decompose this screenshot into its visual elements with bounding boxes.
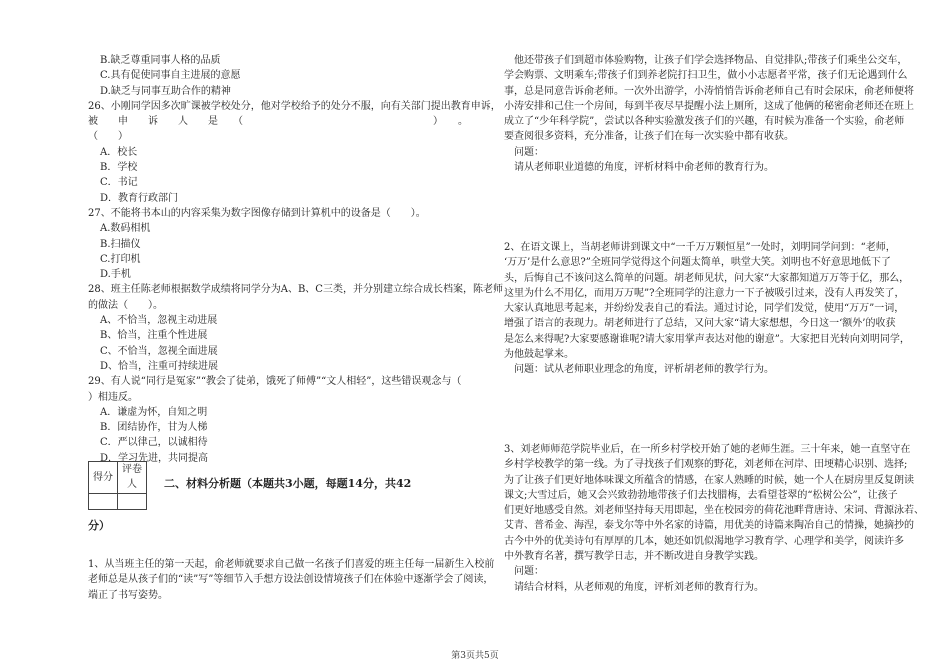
grader-label: 评卷人 <box>118 462 147 494</box>
q26-option-b: B．学校 <box>100 162 138 174</box>
score-box <box>88 461 147 510</box>
q29-option-d: D．学习先进，共同提高 <box>100 452 209 464</box>
q28-option-a: A、不恰当，忽视主动进展 <box>100 315 218 327</box>
material-3: 3、刘老师师范学院毕业后，在一所乡村学校开始了她的老师生涯。三十年来，她一直坚守在 乡村学校教学的第一线。为了寻找孩子们观察的野花，刘老师在河岸、田埂精心识别、选择; 为了让孩子们更好地体味课文所蕴含的情感，在家人熟睡的时候，她一个人在厨房里反复朗读 课文;大雪过后，她又会兴致勃勃地带孩子们去找腊梅，去看望苍翠的“松树公公”，让孩子 们更好地感受自然。刘老师坚持每天用即起，坐在校园旁的荷花池畔背唐诗、宋词、背源泳若、 艾青、普希金、海涅，泰戈尔等中外名家的诗篇，用优美的诗篇来陶冶自己的情操，她摘抄的 古今中外的优美诗句有厚厚的几本，她还如饥似渴地学习教育学、心理学和美学，阅读许多 中外教育名著，撰写教学日志，并不断改进自身教学实践。 问题： 请结合材料，从老师观的角度，评析刘老师的教育行为。 <box>504 442 882 595</box>
m1-question: 请从老师职业道德的角度，评析材料中俞老师的教育行为。 <box>514 162 774 174</box>
m1-question-label: 问题： <box>514 146 544 158</box>
q29-stem: 29、有人说“同行是冤家”“教会了徒弟，饿死了师傅”“文人相轻”，这些错误观念与（ ）相违反。 <box>88 376 462 403</box>
q26-option-a: A．校长 <box>100 146 138 158</box>
m3-question: 请结合材料，从老师观的角度，评析刘老师的教育行为。 <box>514 581 764 593</box>
q29-option-b: B．团结协作，甘为人梯 <box>100 422 208 434</box>
q28-stem: 28、班主任陈老师根据数学成绩将同学分为A、B、C三类，并分别建立综合成长档案，陈老师 的做法（ ）。 <box>88 284 503 311</box>
m2-question: 问题：试从老师职业理念的角度，评析胡老师的教学行为。 <box>514 364 774 376</box>
q27-stem: 27、不能将书本山的内容采集为数字图像存储到计算机中的设备是（ ）。 <box>88 207 426 219</box>
q26-option-d: D．教育行政部门 <box>100 192 179 204</box>
q26-stem: 26、小刚同学因多次旷课被学校处分，他对学校给予的处分不服，向有关部门提出教育申诉， 被 申 诉 人 是 （ ） 。 （ ） <box>88 100 501 143</box>
score-cell <box>89 493 118 509</box>
section-2-title-line1: 二、材料分析题（本题共3小题，每题14分，共42 <box>164 477 412 490</box>
material-1-intro: 1、从当班主任的第一天起，俞老师就要求自己做一名孩子们喜爱的班主任每一届新生入校前 老师总是从孩子们的“读”写”等细节入手想方设法创设情境孩子们在体验中逐渐学会了阅读， 端正了书写姿势。 <box>88 559 495 601</box>
q25-option-d: D.缺乏与同事互助合作的精神 <box>100 85 231 97</box>
q29-option-a: A．谦虚为怀，自知之明 <box>100 406 208 418</box>
q29-option-c: C．严以律己，以诚相待 <box>100 437 208 449</box>
m3-question-label: 问题： <box>514 566 544 578</box>
section-2-title-line2: 分） <box>88 519 110 532</box>
q27-option-d: D.手机 <box>100 269 131 281</box>
q28-option-d: D、恰当，注重可持续进展 <box>100 360 219 372</box>
grader-cell <box>118 493 147 509</box>
q25-option-b: B.缺乏尊重同事人格的品质 <box>100 55 221 66</box>
q25-option-c: C.具有促使同事自主进展的意愿 <box>100 70 241 82</box>
material-1-continued: 他还带孩子们到超市体验购物，让孩子们学会选择物品、自觉排队;带孩子们乘坐公交车， 学会购票、文明乘车;带孩子们到养老院打扫卫生，做小小志愿者平常，孩子们无论遇到什么 事，总是同意告诉俞老师。一次外出游学，小涛悄悄告诉俞老师自己有时会尿床，俞老师便将 小涛安排和己住一个房间，每到半夜尽早提醒小法上厕所，这成了他俩的秘密俞老师还在班上 成立了“少年科学院”，尝试以各种实验激发孩子们的兴趣，有时候为准备一个实验，俞老师 要查阅很多资料，充分准备，让孩子们在每一次实验中都有收获。 问题： 请从老师职业道德的角度，评析材料中俞老师的教育行为。 <box>504 53 882 175</box>
q27-option-a: A.数码相机 <box>100 223 151 235</box>
q27-option-b: B.扫描仪 <box>100 238 141 250</box>
score-label: 得分 <box>89 462 118 494</box>
page-footer: 第3页共5页 <box>451 651 499 661</box>
q27-option-c: C.打印机 <box>100 253 141 265</box>
q28-option-b: B、恰当，注重个性进展 <box>100 330 208 342</box>
q28-option-c: C、不恰当，忽视全面进展 <box>100 345 218 357</box>
q26-option-c: C．书记 <box>100 177 138 189</box>
material-2: 2、在语文课上，当胡老师讲到课文中“一千万万颗恒星”一处时，刘明同学问到：“老师， ‘万万’是什么意思?”全班同学觉得这个问题太简单，哄堂大笑。刘明也不好意思地低下了 头，后悔自己不该问这么简单的问题。胡老师见状，问大家“大家都知道万万等于亿，那么， 这里为什么不用亿，而用万万呢”?全班同学的注意力一下子被吸引过来，没有人再发笑了， 大家认真地思考起来，并纷纷发表自己的看法。通过讨论，同学们发觉，使用“万万”一词， 增强了语言的表现力。胡老师进行了总结，又问大家“请大家想想，今日这一‘额外’的收获 是怎么来得呢?大家要感谢谁呢?请大家用掌声表达对他的谢意”。大家把目光转向刘明同学， 为他鼓起掌来。 问题：试从老师职业理念的角度，评析胡老师的教学行为。 <box>504 240 882 378</box>
